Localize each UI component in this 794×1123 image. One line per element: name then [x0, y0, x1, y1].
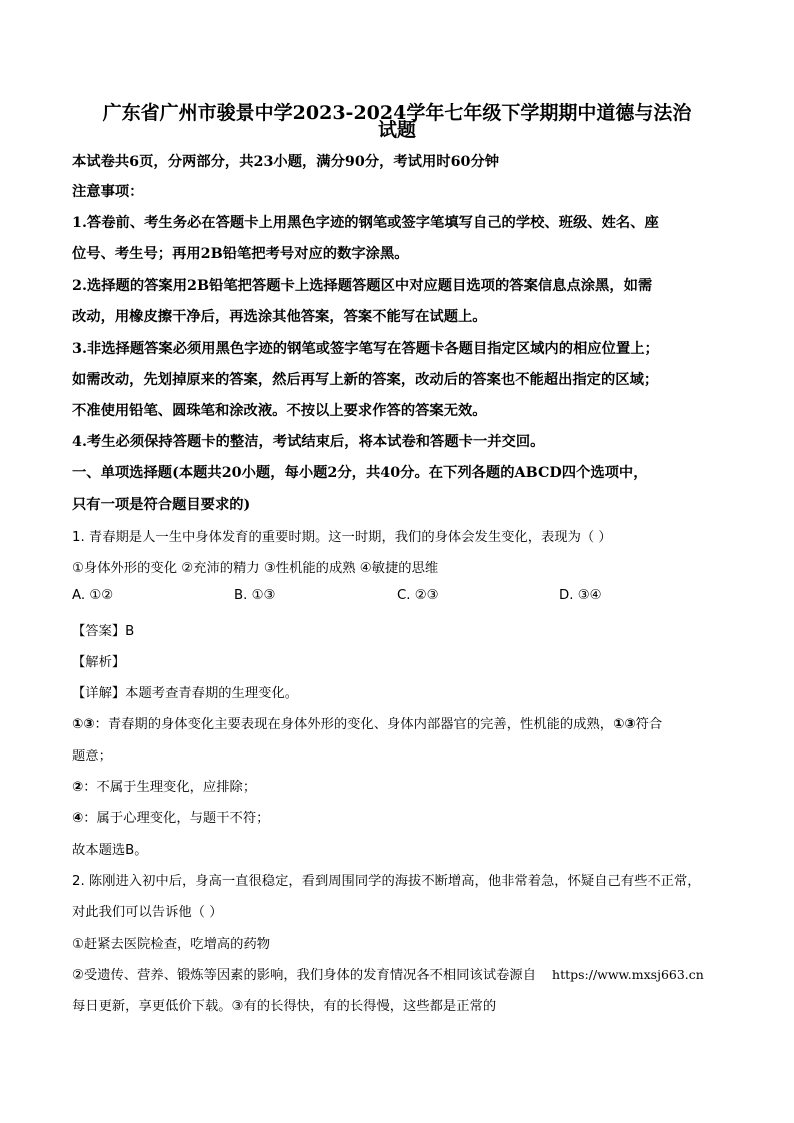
exam-intro: 本试卷共6页，分两部分，共23小题，满分90分，考试用时60分钟: [72, 154, 500, 170]
explanation-text: ：属于心理变化，与题干不符；: [83, 811, 270, 826]
explanation-text: ：不属于生理变化，应排除；: [83, 780, 257, 795]
explanation-mark: ①③: [613, 717, 636, 732]
q1-explanation-1: [72, 713, 732, 732]
notice-line: 如需改动，先划掉原来的答案，然后再写上新的答案，改动后的答案也不能超出指定的区域；: [72, 372, 659, 388]
notice-line: 2.选择题的答案用2B铅笔把答题卡上选择题答题区中对应题目选项的答案信息点涂黑，如需: [72, 278, 653, 294]
q1-option-c: C. ②③: [397, 588, 439, 603]
explanation-text: 符合: [635, 717, 663, 732]
q1-option-d: D. ③④: [559, 588, 602, 603]
q1-conclusion: 故本题选B。: [72, 843, 148, 858]
notice-line: 不准使用铅笔、圆珠笔和涂改液。不按以上要求作答的答案无效。: [72, 403, 487, 419]
q2-stem-line1: 2. 陈刚进入初中后，身高一直很稳定，看到周围同学的海拔不断增高，他非常着急，怀疑自己有些不正常，: [72, 874, 701, 889]
document-title-line2: 试题: [377, 119, 416, 141]
q2-item-3: 每日更新，享更低价下载。③有的长得快，有的长得慢，这些都是正常的: [72, 999, 497, 1014]
q2-stem-line2: 对此我们可以告诉他（ ）: [72, 905, 223, 920]
q2-item-2: [72, 964, 732, 983]
q1-option-b: B. ①③: [234, 588, 276, 603]
q1-items: ①身体外形的变化 ②充沛的精力 ③性机能的成熟 ④敏捷的思维: [72, 561, 439, 576]
q1-explanation-1-cont: 题意；: [72, 749, 112, 764]
q1-explanation-3: [72, 807, 732, 826]
explanation-mark: ④: [72, 811, 84, 826]
explanation-text: ：青春期的身体变化主要表现在身体外形的变化、身体内部器官的完善，性机能的成熟，: [94, 717, 614, 732]
q1-explanation-2: [72, 776, 732, 795]
q1-detail: 【详解】本题考查青春期的生理变化。: [72, 686, 299, 701]
notice-heading: 注意事项：: [72, 184, 144, 200]
section-heading-line2: 只有一项是符合题目要求的): [72, 497, 251, 513]
notice-line: 4.考生必须保持答题卡的整洁，考试结束后，将本试卷和答题卡一并交回。: [72, 434, 545, 450]
q1-stem: 1. 青春期是人一生中身体发育的重要时期。这一时期，我们的身体会发生变化，表现为（ ）: [72, 530, 612, 545]
notice-line: 位号、考生号；再用2B铅笔把考号对应的数字涂黑。: [72, 246, 409, 262]
source-link[interactable]: https://www.mxsj663.cn: [552, 967, 704, 982]
q1-option-a: A. ①②: [72, 588, 114, 603]
explanation-mark: ②: [72, 780, 84, 795]
q2-item-1: ①赶紧去医院检查，吃增高的药物: [72, 937, 271, 952]
q2-item-2-text: ②受遗传、营养、锻炼等因素的影响，我们身体的发育情况各不相同该试卷源自: [72, 968, 537, 983]
notice-line: 1.答卷前、考生务必在答题卡上用黑色字迹的钢笔或签字笔填写自己的学校、班级、姓名、座: [72, 215, 659, 231]
section-heading-line1: 一、单项选择题(本题共20小题，每小题2分，共40分。在下列各题的ABCD四个选项中，: [72, 465, 648, 481]
notice-line: 改动，用橡皮擦干净后，再选涂其他答案，答案不能写在试题上。: [72, 309, 487, 325]
notice-line: 3.非选择题答案必须用黑色字迹的钢笔或签字笔写在答题卡各题目指定区域内的相应位置上；: [72, 341, 659, 357]
document-title-line1: 广东省广州市骏景中学2023-2024学年七年级下学期期中道德与法治: [102, 102, 692, 124]
q1-answer: 【答案】B: [72, 624, 135, 639]
q1-analysis-label: 【解析】: [72, 655, 126, 670]
explanation-mark: ①③: [72, 717, 95, 732]
